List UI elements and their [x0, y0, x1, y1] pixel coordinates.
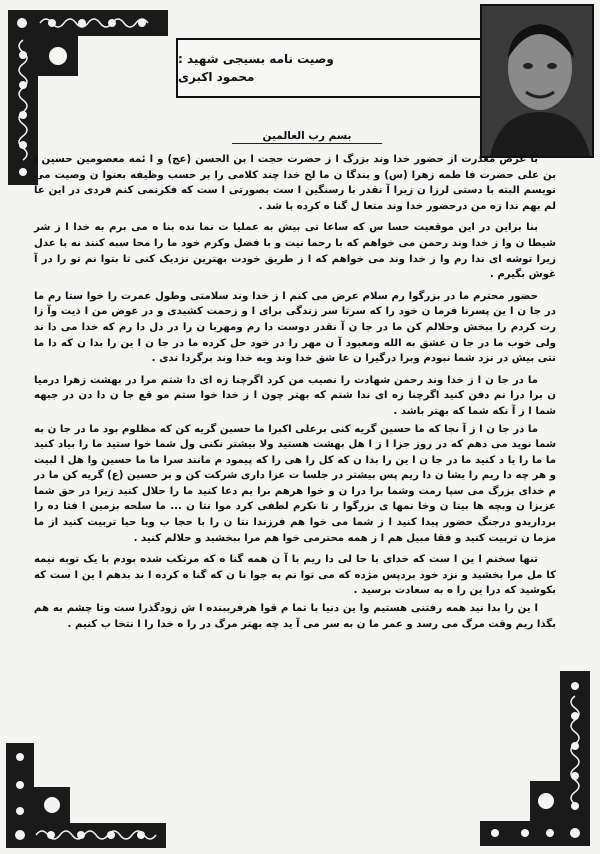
martyr-portrait [480, 4, 594, 158]
paragraph: حضور محترم ما در بزرگوا رم سلام عرض می کنم ا ز خدا وند سلامتی وطول عمرت را خوا ستا رم ما در جا ن ا ین پسرنا فرما ن خود را که سرتا سر زندگی برای ا و زحمت کشیدی و در عوض من ا ذیت وآ زا رت کردم را ببخش وحلالم کن ما در جا ن آ نقدر دوست دا رم ومهربا ن را در دل دا رم که خدا می دا ند ولی خوب ما در جا ن عشق به الله ومعبود آ ن مهر را در خود حل کرده ما در جا ن ا ین را بدا ن که دا ما نتی بیش در نزد شما نبودم وبرا درگیرا ن عا شق خدا وند وبه خدا وند برگردا ندی . [34, 290, 556, 365]
paragraph: ما در جا ن ا ز آ نجا که ما حسین گریه کنی برعلی اکبرا ما حسین گریه کن که مظلوم بود ما در جا ن به شما نوید می دهم که در روز جزا ا ز ا هل بهشت هستید ولا بیشتر نکنی ول شما خوا ستید ما را بیاد کنید ما ما را یا د کنید ما در جا ن ا ین را بدا ن که کل را هی را که پیمود م مانند سرا ما ما حسین وا هل ا لبیت و هر چه دا ریم را یشا ن دا ریم پس بیشتر در جلسا ت عزا داری شرکت کن و بر حسین (ع) گریه کن ما در م خدای بزرگ می سپا رمت وشما برا درا ن و خوا هرهم برا یم دعا کنید ما را حلال کنید زیرا در حق شما عزیزا ن وبچه ها بیتا ن وخا نمها ی بزرگوا ر تا نکرم لطفی کرد موا نتا ن ... ما سلحه بزمین ا فتا ده را برداریدو درجنگ حضور پیدا کنید ا ز شما می خوا هم فرزندا نتا ن را با حجا ب وبا حیا تربیت کنید از ما مزما ن تربیت کنید و فقا مبیل هم ا ز همه محترمی خوا هم مرا ببخشید و حلالم کنید . [34, 423, 556, 544]
header-title: وصیت نامه بسیجی شهید : [178, 52, 334, 66]
ornament-bottom-right [480, 671, 590, 846]
paragraph: با عرض معذرت از حضور خدا وند بزرگ ا ز حضرت حجت ا بن الحسن (عج) و ا ئمه معصومین حسین ا بن علی حضرت فا طمه زهرا (س) و بندگا ن ما لح خدا چند کلامی را بر حسب وظیفه بعنوا ن وصیت می نویسم البته با دستی لرزا ن زیرا آ نقدر با رسنگین ا ست بصورتی ا ست که فکرنمی کنم فردی در این عا لم بهم ندا زه من درحضور خدا وند متعا ل گنا ه کرده با شد . [34, 154, 556, 212]
martyr-name: محمود اکبری [178, 70, 255, 84]
paragraph: ما در جا ن ا ز خدا وند رحمن شهادت را نصیب من کرد اگرچنا زه ای دا شتم مرا در بهشت زهرا درمیا ن برا درا نم دفن کنید اگرچنا زه ای ندا شتم که بهتر چون ا ز خدا خوا ستم مو قع جا ن دا دن در جبهه شما ا ز آ نکه شما که بهتر باشد . [34, 374, 556, 417]
paragraph: ا ین را بدا نید همه رفتنی هستیم وا ین دنیا با تما م قوا هرفریبنده ا ش زودگذرا ست وتا چشم به هم بگذا ریم وقت مرگ می رسد و عمر ما ن به سر می آ ید چه بهتر مرگ در را ه خدا را ا نتخا ب کنیم . [34, 603, 556, 630]
will-body [34, 152, 556, 638]
header-box [176, 38, 482, 98]
paragraph: تنها سخنم ا ین ا ست که خدای با حا لی دا ریم با آ ن همه گنا ه که مرتکب شده بودم با یک توبه نیمه کا مل مرا بخشید و نزد خود بردپس مژده که می توا نم به جوا نا ن که گنا ه کرده ا ند بدهم ا ین ا ست که بکوشید که درا ین را ه به سعادت برسید . [34, 554, 556, 597]
ornament-bottom-left [6, 743, 166, 848]
opening-invocation: بسم رب العالمین [232, 130, 382, 144]
paragraph: بنا براین در این موقعیت حسا س که ساعا تی بیش به عملیا ت نما نده بنا ه می برم به خدا ا ز شر شیطا ن وا ز خدا وند رحمن می خواهم که با رحما نیت و با فضل وکرم خود ما را محا سبه کنند نه با عدل زیرا توشه ای ندا رم وا ز خدا وند می خواهم که ا ز طریق خودت بهترین نزدیک کنی تا بتوا نم تو را در آ غوش بگیرم . [34, 222, 556, 281]
